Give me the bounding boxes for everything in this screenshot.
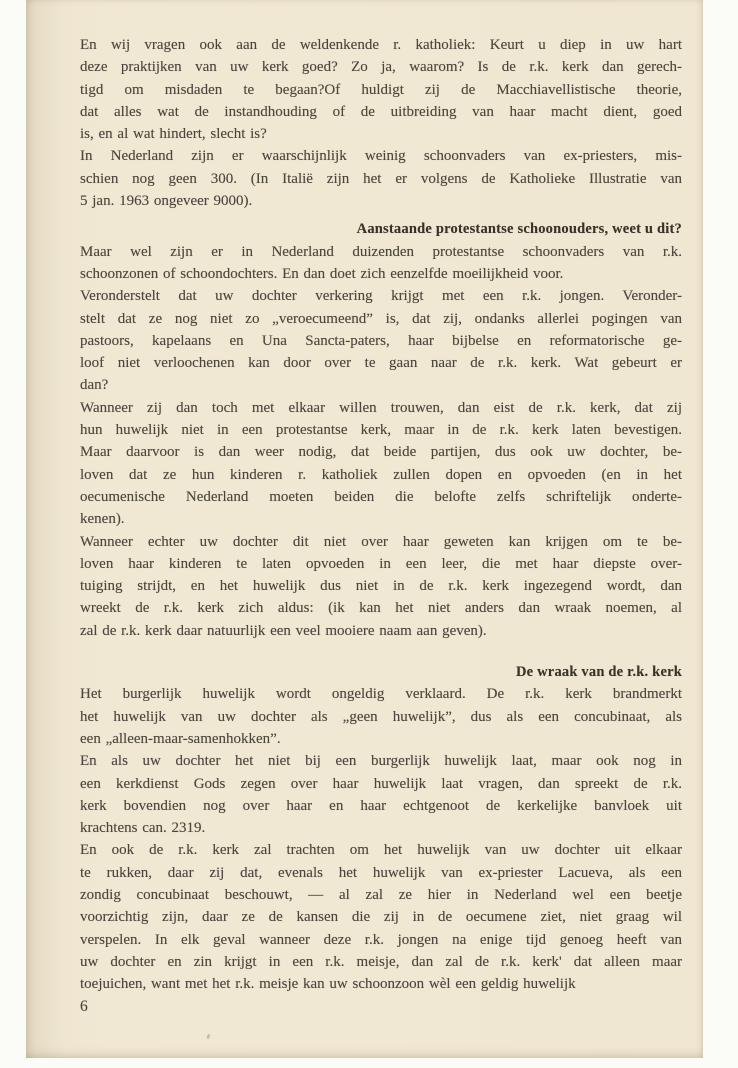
text-line: dan? — [80, 377, 109, 394]
paragraph — [80, 683, 682, 750]
text-line: voorzichtig zijn, daar ze de kansen die zij in de oecumene ziet, niet graag wil — [80, 909, 682, 926]
paragraph — [80, 34, 682, 145]
text-line: dat alles wat de instandhouding of de uitbreiding van haar macht dient, goed — [80, 103, 682, 120]
text-line: Maar wel zijn er in Nederland duizenden protestantse schoonvaders van r.k. — [80, 243, 682, 260]
paragraph — [80, 531, 682, 642]
text-line: kenen). — [80, 511, 125, 528]
text-line: hun huwelijk niet in een protestantse kerk, maar in de r.k. kerk laten bevestigen. — [80, 422, 682, 439]
text-line: loven dat ze hun kinderen r. katholiek zullen dopen en opvoeden (en in het — [80, 466, 682, 483]
text-line: Het burgerlijk huwelijk wordt ongeldig verklaard. De r.k. kerk brandmerkt — [80, 686, 682, 703]
text-line: pastoors, kapelaans en Una Sancta-paters, haar bijbelse en reformatorische ge- — [80, 332, 682, 349]
text-line: loof niet verloochenen kan door over te gaan naar de r.k. kerk. Wat gebeurt er — [80, 355, 682, 372]
text-line: 5 jan. 1963 ongeveer 9000). — [80, 193, 253, 210]
paragraph — [80, 285, 682, 396]
section-heading: Aanstaande protestantse schoonouders, weet u dit? — [356, 221, 682, 238]
text-line: loven haar kinderen te laten opvoeden in een leer, die met haar diepste over- — [80, 555, 682, 572]
text-block — [80, 34, 682, 1018]
text-line: tuiging strijdt, en het huwelijk dus niet in de r.k. kerk ingezegend wordt, dan — [80, 578, 682, 595]
text-line: verspelen. In elk geval wanneer deze r.k. jongen na enige tijd genoeg heeft van — [80, 931, 682, 948]
text-line: En ook de r.k. kerk zal trachten om het huwelijk van uw dochter uit elkaar — [80, 842, 682, 859]
text-line: schoonzonen of schoondochters. En dan doet zich eenzelfde moeilijkheid voor. — [80, 265, 564, 282]
text-line: toejuichen, want met het r.k. meisje kan uw schoonzoon wèl een geldig huwelijk — [80, 976, 576, 993]
text-line: Wanneer echter uw dochter dit niet over haar geweten kan krijgen om te be- — [80, 533, 682, 550]
text-line: Wanneer zij dan toch met elkaar willen trouwen, dan eist de r.k. kerk, dat zij — [80, 399, 682, 416]
text-line: In Nederland zijn er waarschijnlijk weinig schoonvaders van ex-priesters, mis- — [80, 148, 682, 165]
text-line: het huwelijk van uw dochter als „geen huwelijk”, dus als een concubinaat, als — [80, 708, 682, 725]
page-number: 6 — [80, 997, 88, 1015]
text-line: deze praktijken van uw kerk goed? Zo ja, waarom? Is de r.k. kerk dan gerech- — [80, 59, 682, 76]
text-line: schien nog geen 300. (In Italië zijn het er volgens de Katholieke Illustratie van — [80, 170, 682, 187]
text-line: uw dochter en zin krijgt in een r.k. meisje, dan zal de r.k. kerk' dat alleen maar — [80, 953, 682, 970]
text-line: tigd om misdaden te begaan?Of huldigt zij de Macchiavellistische theorie, — [80, 81, 682, 98]
paragraph — [80, 750, 682, 839]
text-line: wreekt de r.k. kerk zich aldus: (ik kan het niet anders dan wraak noemen, al — [80, 600, 682, 617]
text-line: zal de r.k. kerk daar natuurlijk een veel mooiere naam aan geven). — [80, 622, 487, 639]
text-line: Maar daarvoor is dan weer nodig, dat beide partijen, dus ook uw dochter, be- — [80, 444, 682, 461]
paragraph — [80, 145, 682, 212]
text-line: te rukken, daar zij dat, evenals het huwelijk van ex-priester Lacueva, als een — [80, 864, 682, 881]
text-line: een kerkdienst Gods zegen over haar huwelijk laat vragen, dan spreekt de r.k. — [80, 775, 682, 792]
text-line: En wij vragen ook aan de weldenkende r. katholiek: Keurt u diep in uw hart — [80, 37, 682, 53]
book-page — [26, 0, 703, 1058]
text-line: oecumenische Nederland moeten beiden die belofte zelfs schriftelijk onderte- — [80, 488, 682, 505]
text-line: En als uw dochter het niet bij een burgerlijk huwelijk laat, maar ook nog in — [80, 753, 682, 770]
paragraph — [80, 397, 682, 531]
text-line: is, en al wat hindert, slecht is? — [80, 126, 267, 143]
text-line: zondig concubinaat beschouwt, — al zal ze hier in Nederland wel een beetje — [80, 886, 682, 903]
paragraph — [80, 241, 682, 286]
text-line: stelt dat ze nog niet zo „veroecumeend” is, dat zij, ondanks allerlei pogingen van — [80, 310, 682, 327]
text-line: kerk bovendien nog over haar en haar echtgenoot de kerkelijke banvloek uit — [80, 797, 682, 814]
text-line: krachtens can. 2319. — [80, 820, 206, 837]
paragraph — [80, 839, 682, 995]
text-line: Veronderstelt dat uw dochter verkering krijgt met een r.k. jongen. Veronder- — [80, 288, 682, 305]
text-line: een „alleen-maar-samenhokken”. — [80, 730, 281, 747]
section-heading: De wraak van de r.k. kerk — [516, 664, 682, 681]
